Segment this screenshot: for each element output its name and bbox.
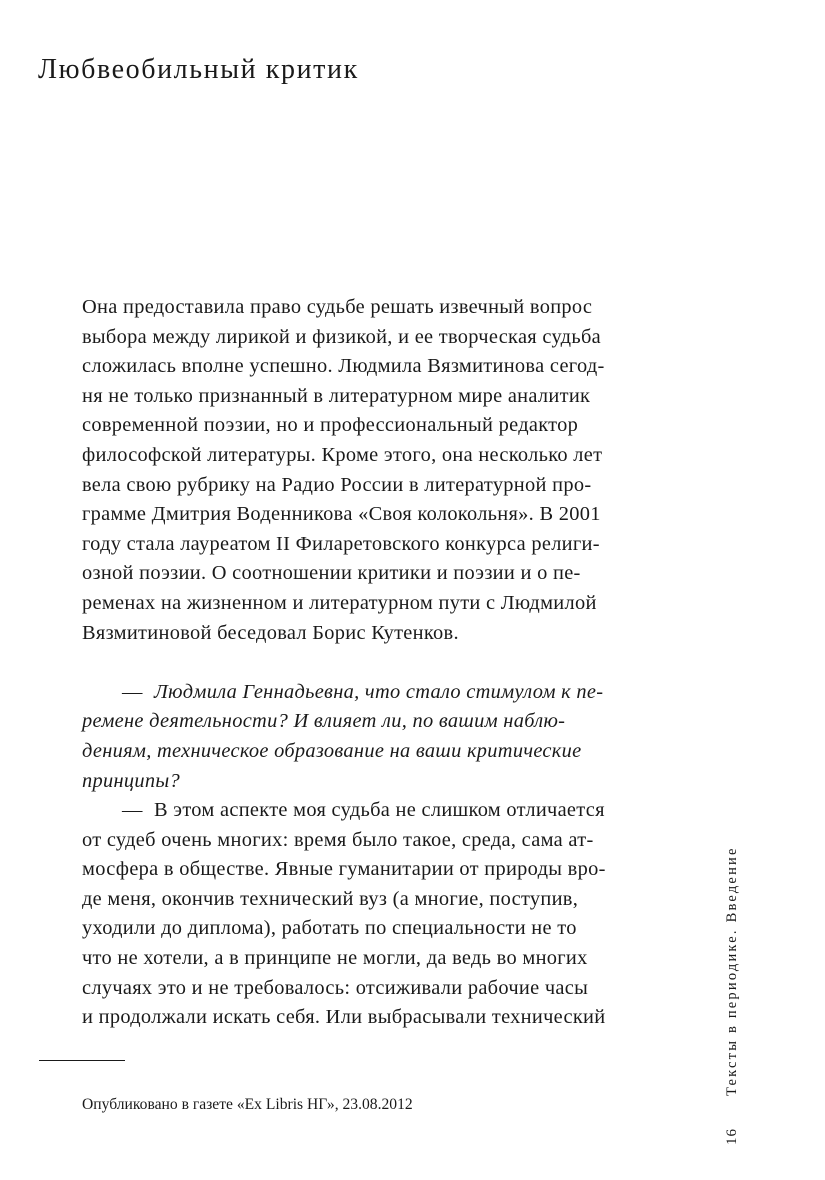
text-line: Вязмитиновой беседовал Борис Кутенков. — [82, 621, 459, 644]
answer-text: В этом аспекте моя судьба не слишком отличается — [154, 799, 605, 822]
page-title: Любвеобильный критик — [38, 54, 359, 85]
text-line: выбора между лирикой и физикой, и ее творческая судьба — [82, 325, 601, 348]
text-line: от судеб очень многих: время было такое, среда, сама ат- — [82, 828, 594, 851]
text-line: случаях это и не требовалось: отсиживали рабочие часы — [82, 976, 589, 999]
footnote: Опубликовано в газете «Ex Libris НГ», 23.08.2012 — [82, 1096, 413, 1113]
text-line: вела свою рубрику на Радио России в литературной про- — [82, 473, 592, 496]
intro-paragraph — [82, 293, 682, 648]
question-dash: — — [122, 680, 143, 703]
text-line: ня не только признанный в литературном мире аналитик — [82, 384, 591, 407]
text-line: уходили до диплома), работать по специальности не то — [82, 917, 577, 940]
page-number: 16 — [724, 1128, 740, 1145]
text-line: и продолжали искать себя. Или выбрасывали технический — [82, 1006, 606, 1029]
running-head: Тексты в периодике. Введение — [724, 846, 740, 1096]
text-line: озной поэзии. О соотношении критики и поэзии и о пе- — [82, 562, 581, 585]
text-line: принципы? — [82, 769, 180, 792]
interview-answer — [82, 796, 682, 1033]
text-line: философской литературы. Кроме этого, она несколько лет — [82, 443, 603, 466]
text-line: году стала лауреатом II Филаретовского конкурса религи- — [82, 532, 600, 555]
text-line: грамме Дмитрия Воденникова «Своя колокольня». В 2001 — [82, 503, 601, 526]
text-line: дениям, техническое образование на ваши критические — [82, 739, 582, 762]
interview-question — [82, 678, 682, 796]
question-first-line — [82, 678, 682, 708]
text-line: мосфера в обществе. Явные гуманитарии от природы вро- — [82, 858, 606, 881]
text-line: что не хотели, а в принципе не могли, да ведь во многих — [82, 947, 588, 970]
text-line: де меня, окончив технический вуз (а многие, поступив, — [82, 887, 579, 910]
answer-first-line — [82, 796, 682, 826]
paragraph-spacer — [82, 648, 682, 678]
text-line: ременах на жизненном и литературном пути с Людмилой — [82, 591, 597, 614]
text-line: сложилась вполне успешно. Людмила Вязмитинова сегод- — [82, 355, 605, 378]
question-text: Людмила Геннадьевна, что стало стимулом к пе- — [154, 680, 604, 703]
text-line: современной поэзии, но и профессиональный редактор — [82, 414, 579, 437]
text-line: Она предоставила право судьбе решать извечный вопрос — [82, 296, 593, 318]
article-body — [82, 293, 682, 1033]
footnote-divider — [39, 1060, 125, 1061]
answer-dash: — — [122, 799, 143, 822]
text-line: ремене деятельности? И влияет ли, по вашим наблю- — [82, 710, 566, 733]
